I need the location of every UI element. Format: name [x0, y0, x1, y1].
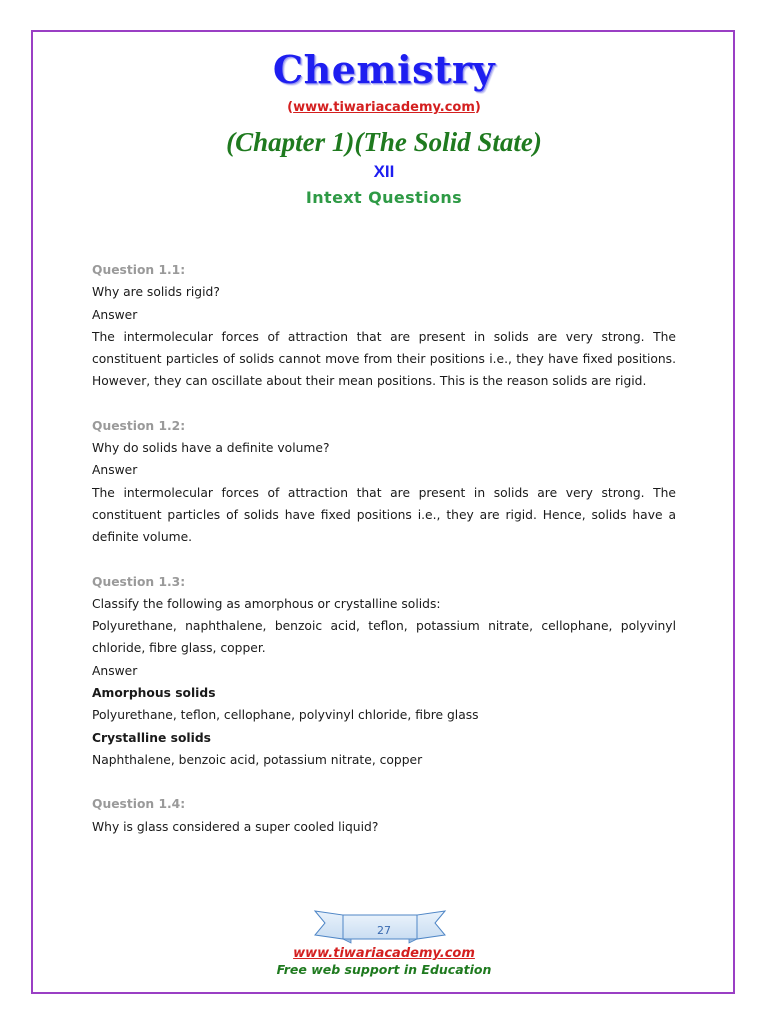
answer-label: Answer: [92, 463, 138, 478]
question-label: Question 1.2:: [92, 418, 186, 433]
question-text: Why do solids have a definite volume?: [92, 441, 330, 456]
answer-text: The intermolecular forces of attraction that are present in solids are very strong. The constituent particles of solids have fixed positions i.e., they are rigid. Hence, solids have a definite volume.: [92, 485, 676, 545]
answer-label: Answer: [92, 663, 138, 678]
chapter-heading: (Chapter 1)(The Solid State): [226, 127, 542, 157]
amorphous-heading: Amorphous solids: [92, 686, 216, 701]
section-heading: Intext Questions: [305, 188, 463, 207]
question-text: Classify the following as amorphous or crystalline solids:: [92, 596, 441, 611]
question-label: Question 1.1:: [92, 263, 186, 277]
footer-tagline: Free web support in Education: [276, 962, 492, 977]
question-text: Why are solids rigid?: [92, 285, 220, 300]
crystalline-heading: Crystalline solids: [92, 730, 211, 745]
footer-site-line: [0, 946, 768, 961]
site-close-paren: ): [474, 100, 481, 115]
questions-content: [92, 259, 676, 838]
page-title: Chemistry: [272, 47, 496, 92]
header-site-line: [0, 100, 768, 115]
header-site-link[interactable]: www.tiwariacademy.com: [293, 100, 475, 115]
site-open-paren: (: [287, 100, 294, 115]
question-label: Question 1.3:: [92, 574, 186, 589]
answer-label: Answer: [92, 307, 138, 322]
answer-text: The intermolecular forces of attraction that are present in solids are very strong. The constituent particles of solids cannot move from their positions i.e., they have fixed positions. However, they can oscillate about their mean positions. This is the reason solids are rigid.: [92, 329, 676, 389]
question-detail: Polyurethane, naphthalene, benzoic acid, teflon, potassium nitrate, cellophane, polyvinyl chloride, fibre glass, copper.: [92, 619, 676, 656]
footer-site-link[interactable]: www.tiwariacademy.com: [293, 946, 475, 961]
crystalline-list: Naphthalene, benzoic acid, potassium nitrate, copper: [92, 752, 423, 767]
grade-label: XII: [373, 162, 395, 181]
question-label: Question 1.4:: [92, 797, 186, 812]
amorphous-list: Polyurethane, teflon, cellophane, polyvinyl chloride, fibre glass: [92, 708, 479, 723]
page-number: 27: [377, 924, 391, 937]
question-text: Why is glass considered a super cooled liquid?: [92, 819, 379, 834]
